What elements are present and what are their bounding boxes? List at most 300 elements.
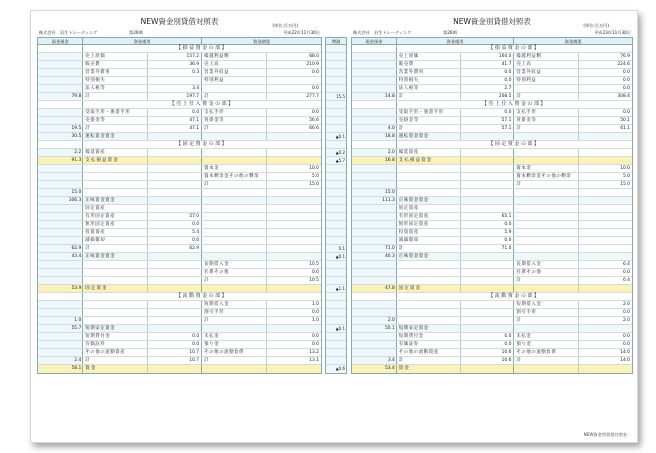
sources-label: 資本剰余金その他の剰余: [202, 173, 267, 180]
change-value: [326, 261, 346, 269]
uses-cell: [83, 245, 202, 252]
uses-label: 受取手形・裏書手形: [83, 109, 148, 116]
sources-cell: [202, 61, 321, 68]
sources-label: [202, 133, 267, 140]
sources-value: [267, 285, 320, 292]
sources-cell: [514, 365, 632, 373]
uses-label: 有形固定資産: [83, 213, 148, 220]
cash-cell: [38, 221, 83, 228]
sources-label: [514, 133, 579, 140]
sources-label: [202, 325, 267, 332]
uses-label: [397, 173, 461, 180]
section-row: [352, 45, 632, 53]
sources-cell: [202, 253, 321, 260]
sources-label: [202, 221, 267, 228]
sources-cell: [514, 341, 632, 348]
uses-value: 3.4: [192, 86, 200, 91]
uses-value: 0.0: [504, 238, 512, 243]
uses-label: 販売費: [83, 61, 148, 68]
uses-value: [461, 189, 513, 196]
uses-value: [148, 197, 201, 204]
uses-cell: [397, 317, 515, 324]
table-row: [38, 61, 321, 69]
sources-label: [514, 221, 579, 228]
uses-cell: [397, 181, 515, 188]
uses-value: 208.5: [498, 94, 512, 99]
uses-value: [461, 173, 513, 180]
uses-cell: [397, 205, 515, 212]
uses-value: 65.1: [501, 214, 512, 219]
uses-label: 正味資金資金: [397, 253, 461, 260]
sources-label: [514, 285, 579, 292]
cash-cell: [352, 53, 397, 60]
change-value: [326, 333, 346, 341]
uses-label: 計: [83, 93, 148, 100]
cash-cell: 3.4: [352, 357, 397, 364]
sources-value: 50.1: [620, 118, 630, 123]
sources-cell: [202, 125, 321, 132]
sources-label: 買掛金等: [514, 117, 579, 124]
uses-cell: [397, 157, 515, 164]
uses-cell: [397, 301, 515, 308]
sources-value: 224.6: [617, 62, 630, 67]
sources-cell: [202, 269, 321, 276]
sources-label: [514, 189, 579, 196]
uses-label: [83, 261, 148, 268]
sources-value: [579, 365, 632, 373]
uses-cell: [397, 229, 515, 236]
sources-value: 0.0: [311, 86, 319, 91]
uses-label: 繰延資産: [397, 149, 461, 156]
table-row: [352, 125, 632, 133]
sheet-date: 平成23年11月30日: [594, 30, 631, 35]
table-row: [352, 189, 632, 197]
cash-cell: [352, 237, 397, 244]
cash-cell: [38, 45, 83, 52]
sources-label: 長期借入金: [514, 261, 579, 268]
cash-cell: [38, 181, 83, 188]
section-row: [38, 45, 321, 53]
balance-sheet-prior: [37, 17, 322, 374]
uses-label: 計: [397, 245, 461, 252]
change-value: 0.1: [326, 245, 346, 253]
table-row: [352, 173, 632, 181]
sources-cell: [514, 93, 632, 100]
uses-value: [461, 277, 513, 284]
section-title: 【固定資金の部】: [488, 141, 541, 147]
sources-cell: [202, 53, 321, 60]
table-row: [352, 197, 632, 205]
table-row: [38, 285, 321, 293]
uses-label: 正味資金資金: [83, 197, 148, 204]
sources-value: [267, 189, 320, 196]
sources-cell: [202, 309, 321, 316]
fiscal-period: 第26期: [443, 30, 457, 35]
change-value: [326, 309, 346, 317]
uses-label: 受取手形・裏書手形: [397, 109, 461, 116]
change-values: [325, 45, 347, 374]
unit-label: (単位:百万円): [583, 23, 609, 28]
sources-label: [202, 157, 267, 164]
uses-cell: [83, 349, 202, 356]
change-value: [326, 77, 346, 85]
sources-cell: [202, 93, 321, 100]
sources-cell: [202, 261, 321, 268]
sources-value: [267, 245, 320, 252]
change-value: [326, 197, 346, 205]
cash-cell: [38, 101, 83, 108]
sources-value: 14.0: [620, 358, 630, 363]
table-row: [38, 325, 321, 333]
uses-label: 計: [83, 357, 148, 364]
cash-cell: [352, 221, 397, 228]
uses-cell: [397, 357, 515, 364]
sources-label: 短期借入金: [202, 301, 267, 308]
sources-label: [514, 157, 579, 164]
cash-cell: [38, 213, 83, 220]
cash-cell: [352, 181, 397, 188]
cash-cell: 1.0: [38, 317, 83, 324]
uses-label: 固定資産: [397, 205, 461, 212]
table-row: [38, 365, 321, 373]
sources-value: [267, 237, 320, 244]
cash-cell: [352, 141, 397, 148]
sources-value: 66.6: [309, 126, 319, 131]
uses-value: 0.0: [192, 334, 200, 339]
sources-cell: [514, 165, 632, 172]
section-row: [352, 141, 632, 149]
sources-label: [202, 229, 267, 236]
sources-cell: [202, 333, 321, 340]
table-row: [352, 61, 632, 69]
sources-value: [579, 285, 632, 292]
sources-label: [514, 325, 579, 332]
section-row: [352, 101, 632, 109]
table-row: [38, 197, 321, 205]
table-row: [38, 189, 321, 197]
sources-cell: [514, 317, 632, 324]
uses-label: 売上原価: [397, 53, 461, 60]
change-value: [326, 173, 346, 181]
sources-cell: [514, 125, 632, 132]
table-row: [38, 173, 321, 181]
sources-cell: [202, 317, 321, 324]
uses-cell: [83, 261, 202, 268]
column-headers: [351, 37, 633, 45]
sources-value: 1.0: [311, 318, 319, 323]
sources-label: 売上高: [202, 61, 267, 68]
cash-cell: [38, 165, 83, 172]
sources-value: [267, 365, 320, 373]
table-row: [352, 245, 632, 253]
cash-cell: 106.3: [38, 197, 83, 204]
uses-label: 営業外費用: [83, 69, 148, 76]
sources-cell: [514, 245, 632, 252]
sources-value: 2.0: [622, 302, 630, 307]
cash-cell: 55.7: [38, 325, 83, 332]
cash-cell: [352, 293, 397, 300]
uses-label: 無形固定資産: [397, 221, 461, 228]
table-row: [38, 261, 321, 269]
uses-value: 5.9: [504, 230, 512, 235]
table-row: [352, 349, 632, 357]
uses-value: [461, 317, 513, 324]
uses-label: [83, 317, 148, 324]
sources-value: [267, 77, 320, 84]
table-row: [38, 165, 321, 173]
cash-cell: [352, 109, 397, 116]
sources-value: [579, 149, 632, 156]
sources-cell: [202, 301, 321, 308]
uses-value: 197.7: [186, 94, 200, 99]
section-row: [352, 293, 632, 301]
sources-cell: [202, 117, 321, 124]
sources-label: 営業外収益: [514, 69, 579, 76]
table-body: [37, 45, 322, 374]
uses-value: 0.0: [504, 70, 512, 75]
cash-cell: [352, 229, 397, 236]
sources-cell: [514, 301, 632, 308]
table-row: [352, 301, 632, 309]
sources-label: 買掛金等: [202, 117, 267, 124]
uses-cell: [83, 301, 202, 308]
table-row: [38, 301, 321, 309]
sources-value: 0.0: [622, 70, 630, 75]
sources-value: 6.4: [622, 262, 630, 267]
uses-label: 資金: [397, 365, 461, 373]
table-body: [351, 45, 633, 374]
uses-label: 売掛金等: [83, 117, 148, 124]
sources-cell: [514, 109, 632, 116]
uses-value: 57.1: [501, 118, 512, 123]
uses-cell: [83, 253, 202, 260]
sources-label: [514, 197, 579, 204]
cash-cell: [352, 269, 397, 276]
uses-value: 0.0: [504, 78, 512, 83]
table-row: [38, 269, 321, 277]
cash-cell: 15.0: [352, 189, 397, 196]
uses-value: 0.0: [504, 110, 512, 115]
sources-label: 計: [514, 357, 579, 364]
sources-value: 0.0: [622, 110, 630, 115]
uses-cell: [397, 253, 515, 260]
sources-label: [202, 285, 267, 292]
uses-cell: [83, 309, 202, 316]
uses-label: [83, 173, 148, 180]
table-row: [352, 229, 632, 237]
uses-label: [83, 309, 148, 316]
cash-cell: [38, 269, 83, 276]
sheet-title: NEW資金別貸借対照表: [453, 17, 531, 26]
cash-cell: 71.0: [352, 245, 397, 252]
uses-cell: [83, 157, 202, 164]
sources-label: 計: [202, 93, 267, 100]
sources-value: 0.0: [311, 110, 319, 115]
uses-cell: [83, 341, 202, 348]
cash-cell: [38, 301, 83, 308]
sources-label: 計: [514, 125, 579, 132]
cash-cell: [38, 309, 83, 316]
uses-label: [397, 301, 461, 308]
change-value: [326, 341, 346, 349]
change-value: ▲5.7: [326, 157, 346, 165]
sources-value: 68.0: [309, 54, 319, 59]
uses-cell: [83, 285, 202, 292]
uses-label: [83, 301, 148, 308]
fiscal-period: 第26期: [129, 30, 143, 35]
company-name: 株式会社 羽生トレーディング: [39, 30, 98, 35]
uses-cell: [397, 277, 515, 284]
uses-value: [148, 365, 201, 373]
uses-cell: [83, 229, 202, 236]
uses-cell: [83, 125, 202, 132]
uses-value: 164.0: [498, 54, 512, 59]
sources-label: [202, 149, 267, 156]
table-row: [38, 93, 321, 101]
uses-value: [148, 317, 201, 324]
cash-cell: 19.5: [38, 125, 83, 132]
uses-value: [148, 269, 201, 276]
sources-value: 0.0: [311, 310, 319, 315]
sources-label: [202, 197, 267, 204]
sources-cell: [202, 109, 321, 116]
uses-label: [83, 165, 148, 172]
cash-cell: 4.0: [352, 125, 397, 132]
uses-label: 運転資金資金: [397, 133, 461, 140]
change-value: [326, 45, 346, 53]
cash-cell: [352, 45, 397, 52]
table-row: [38, 109, 321, 117]
uses-cell: [397, 285, 515, 292]
cash-cell: 2.0: [352, 317, 397, 324]
uses-value: [148, 173, 201, 180]
uses-label: [397, 165, 461, 172]
uses-cell: [83, 181, 202, 188]
change-value: ▲0.6: [326, 365, 346, 373]
sources-label: 営業外収益: [202, 69, 267, 76]
uses-value: 157.2: [186, 54, 200, 59]
uses-value: 57.0: [189, 214, 200, 219]
uses-label: 支払損益資金: [83, 157, 148, 164]
sources-label: 計: [514, 181, 579, 188]
uses-label: 減価償却: [397, 237, 461, 244]
uses-label: 販売費: [397, 61, 461, 68]
change-value: [326, 237, 346, 245]
table-row: [38, 229, 321, 237]
uses-cell: [397, 165, 515, 172]
sources-value: [579, 157, 632, 164]
sources-label: 資本剰余金その他の剰余: [514, 173, 579, 180]
uses-value: 0.0: [504, 222, 512, 227]
table-row: [38, 85, 321, 93]
table-row: [38, 69, 321, 77]
uses-label: [397, 269, 461, 276]
change-value: [326, 269, 346, 277]
sources-value: 56.6: [309, 118, 319, 123]
cash-cell: [38, 333, 83, 340]
sources-cell: [514, 61, 632, 68]
uses-value: [461, 309, 513, 316]
uses-value: [461, 157, 513, 164]
change-value: [326, 181, 346, 189]
sources-cell: [202, 205, 321, 212]
change-value: [326, 301, 346, 309]
uses-cell: [397, 325, 515, 332]
section-row: [38, 101, 321, 109]
sources-label: 短期借入金: [514, 301, 579, 308]
sources-value: 10.0: [309, 166, 319, 171]
uses-value: [148, 133, 201, 140]
uses-cell: [397, 125, 515, 132]
cash-cell: 53.4: [352, 365, 397, 373]
sources-value: 6.4: [622, 278, 630, 283]
sources-label: 計: [202, 277, 267, 284]
uses-label: 正味資金資金: [397, 197, 461, 204]
uses-cell: [397, 61, 515, 68]
sources-value: 15.0: [620, 182, 630, 187]
uses-value: 0.0: [504, 342, 512, 347]
uses-value: [148, 157, 201, 164]
uses-value: 2.7: [504, 86, 512, 91]
column-headers: [37, 37, 322, 45]
sources-value: 0.0: [622, 334, 630, 339]
uses-value: 10.7: [189, 350, 200, 355]
sources-cell: [202, 85, 321, 92]
uses-value: 71.0: [501, 246, 512, 251]
uses-label: 計: [83, 245, 148, 252]
sources-value: [579, 245, 632, 252]
sources-value: [579, 205, 632, 212]
change-value: ▲0.1: [326, 133, 346, 141]
table-row: [352, 93, 632, 101]
uses-value: 0.0: [504, 334, 512, 339]
sources-label: 計: [202, 125, 267, 132]
sources-value: 10.0: [620, 166, 630, 171]
uses-cell: [83, 149, 202, 156]
sources-cell: [202, 341, 321, 348]
uses-value: [148, 285, 201, 292]
uses-label: 短期安定資金: [83, 325, 148, 332]
cash-cell: 40.3: [352, 253, 397, 260]
sources-value: 0.0: [622, 86, 630, 91]
uses-cell: [83, 189, 202, 196]
sources-label: その他の流動負債: [514, 349, 579, 356]
sources-value: [267, 157, 320, 164]
cash-cell: [38, 277, 83, 284]
sources-label: [202, 253, 267, 260]
uses-label: 売上原価: [83, 53, 148, 60]
uses-label: [83, 189, 148, 196]
uses-value: [461, 261, 513, 268]
sources-cell: [514, 173, 632, 180]
uses-cell: [83, 325, 202, 332]
sources-label: 資本金: [514, 165, 579, 172]
document-sheet: [30, 10, 638, 443]
sources-value: [579, 325, 632, 332]
sources-cell: [514, 333, 632, 340]
sources-label: 預り金: [202, 341, 267, 348]
sources-cell: [514, 269, 632, 276]
cash-cell: [352, 77, 397, 84]
table-row: [352, 317, 632, 325]
cash-cell: [38, 349, 83, 356]
cash-cell: [38, 229, 83, 236]
uses-value: 0.0: [192, 238, 200, 243]
uses-label: 売掛金等: [397, 117, 461, 124]
sources-label: 割引手形: [202, 309, 267, 316]
sources-value: [267, 325, 320, 332]
table-row: [38, 341, 321, 349]
